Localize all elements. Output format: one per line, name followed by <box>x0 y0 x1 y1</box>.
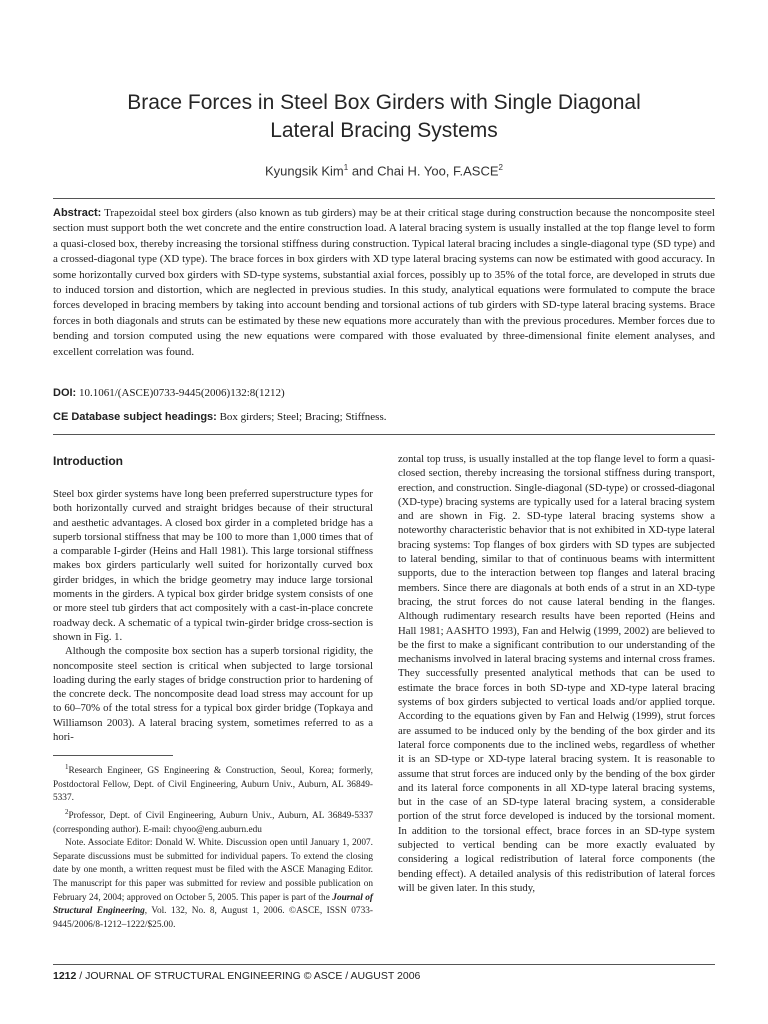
subject-headings-label: CE Database subject headings: <box>53 411 217 423</box>
journal-name: Journal of Structural Engineering <box>53 892 373 917</box>
footer-rule <box>53 964 715 965</box>
footnote-1: $^1$Research Engineer, GS Engineering & Construction, Seoul, Korea; formerly, Postdoctoral Fellow, Dept. of Civil Engineering, Auburn Univ., Auburn, AL 36849-5337. <box>53 763 373 804</box>
doi-value[interactable]: 10.1061/(ASCE)0733-9445(2006)132:8(1212) <box>78 387 285 399</box>
doi-label: DOI: <box>53 387 77 399</box>
footnote-2: $^2$Professor, Dept. of Civil Engineering, Auburn Univ., Auburn, AL 36849-5337 (corresponding author). E-mail: chyoo@eng.auburn.edu <box>53 807 373 835</box>
footnotes <box>53 761 373 932</box>
intro-paragraph-2: Although the composite box section has a superb torsional rigidity, the noncomposite steel section is critical when subjected to large torsional loading during the early stages of bridge construction prior to hardening of the concrete deck. The noncomposite dead load stress may account for up to 60–70% of the total stress for a typical box girder bridge (Topkaya and Williamson 2003). A lateral bracing system, sometimes referred to as a hori- <box>53 645 373 744</box>
paper-title <box>40 89 728 145</box>
author-line <box>40 160 728 179</box>
footnote-1-mark: 1 <box>65 763 69 771</box>
abstract-top-rule <box>53 198 715 199</box>
title-line-1: Brace Forces in Steel Box Girders with Single Diagonal <box>127 91 641 114</box>
abstract-text: Trapezoidal steel box girders (also known as tub girders) may be at their critical stage during construction because the noncomposite steel section must support both the wet concrete and the entire construction load. A lateral bracing system is usually installed at the top flange level to form a quasi-closed box, thereby increasing the torsional stiffness during construction. Typical lateral bracing includes a single-diagonal type (SD type) and a crossed-diagonal type (XD type). The brace forces in box girders with XD type lateral bracing systems can now be estimated with good accuracy. In some horizontally curved box girders with SD-type systems, substantial axial forces, possibly up to 35% of the total force, are developed in struts due to induced torsion and distortion, which are neglected in previous studies. In this study, analytical equations were formulated to compute the brace forces developed in bracing members by taking into account bending and torsional actions of tub girders with SD-type lateral bracing systems. Brace forces in both diagonals and struts can be estimated by these new equations more accurately than with the previous procedures. Member forces due to bending and torsion computed using the new equations were compared with those evaluated by three-dimensional finite element analyses, and excellent correlation was found. <box>53 207 715 358</box>
journal-footer: / JOURNAL OF STRUCTURAL ENGINEERING © ASCE / AUGUST 2006 <box>76 970 421 982</box>
title-line-2: Lateral Bracing Systems <box>270 119 498 142</box>
author-1: Kyungsik Kim <box>265 163 344 179</box>
author-2: and Chai H. Yoo, F.ASCE <box>348 163 499 179</box>
subject-headings <box>53 411 715 423</box>
intro-paragraph-1: Steel box girder systems have long been preferred superstructure types for both horizontally curved and straight bridges because of their structural and aesthetic advantages. A closed box girder in a completed bridge has a superb torsional stiffness that may be 100 to more than 1,000 times that of a comparable I-girder (Heins and Hall 1981). This large torsional stiffness makes box girders particularly well suited for horizontally curved box girder bridges, in which the bridge geometry may induce large torsional moments in the girders. A typical box girder bridge system consists of one or more steel tub girders that act compositely with a cast-in-place concrete roadway deck. A schematic of a typical twin-girder bridge cross-section is shown in Fig. 1. <box>53 488 373 643</box>
footnote-rule <box>53 755 173 756</box>
abstract-bottom-rule <box>53 434 715 435</box>
abstract-label: Abstract: <box>53 207 102 219</box>
right-column <box>398 452 715 895</box>
left-column <box>53 487 373 744</box>
section-heading-introduction: Introduction <box>53 454 123 468</box>
doi-line <box>53 387 715 399</box>
author-1-mark: 1 <box>343 163 349 172</box>
abstract <box>53 206 715 360</box>
page-footer <box>53 970 420 982</box>
author-2-mark: 2 <box>498 163 503 172</box>
intro-paragraph-3: zontal top truss, is usually installed at the top flange level to form a quasi-closed section, thereby increasing the torsional stiffness during transport, erection, and construction. Single-diagonal (SD-type) or crossed-diagonal (XD-type) bracing systems are typically used for a lateral bracing system and are shown in Fig. 2. SD-type lateral bracing systems show a noteworthy characteristic behavior that is not exhibited in XD-type lateral bracing systems: Top flanges of box girders with SD types are subjected to lateral bending, similar to that of continuous beams with intermittent supports, due to the interaction between top flanges and lateral bracing members. Since there are diagonals at both ends of a strut in an XD-type bracing, the strut forces do not cause lateral bending in the flanges. Although rudimentary research results have been reported (Heins and Hall 1981; AASHTO 1993), Fan and Helwig (1999, 2002) are believed to be the first to make a significant contribution to our understanding of the mechanisms involved in lateral bracing systems and internal cross frames. They successfully presented analytical methods that can be used to estimate the brace forces in both SD-type and XD-type lateral bracing systems of box girders subjected to vertical loads and/or applied torque. According to the equations given by Fan and Helwig (1999), strut forces are assumed to be induced only by the bending of the box girder and its lateral force components due to the inclined webs, regardless of whether it is an SD-type or XD-type lateral bracing system. It is reasonable to assume that strut forces are induced only by the bending of the box girder and its lateral force components in all XD-type lateral bracing systems, but in the case of an SD-type lateral bracing system, a considerable portion of the strut force developed is induced by the torsional moment. In addition to the torsional effect, brace forces in an SD-type system subjected to vertical bending can be more exactly evaluated by considering a logical redistribution of lateral force components (the bending effect). A detailed analysis of this redistribution of lateral forces will be given later. In this study, <box>398 453 715 894</box>
subject-headings-value: Box girders; Steel; Bracing; Stiffness. <box>219 411 387 423</box>
footnote-2-mark: 2 <box>65 807 69 816</box>
editor-note: Note. Associate Editor: Donald W. White. Discussion open until January 1, 2007. Separate discussions must be submitted for individual papers. To extend the closing date by one month, a written request must be filed with the ASCE Managing Editor. The manuscript for this paper was submitted for review and possible publication on February 24, 2004; approved on October 5, 2005. This paper is part of the Journal of Structural Engineering, Vol. 132, No. 8, August 1, 2006. ©ASCE, ISSN 0733-9445/2006/8-1212–1222/$25.00. <box>53 838 373 930</box>
page-number: 1212 <box>53 970 77 982</box>
